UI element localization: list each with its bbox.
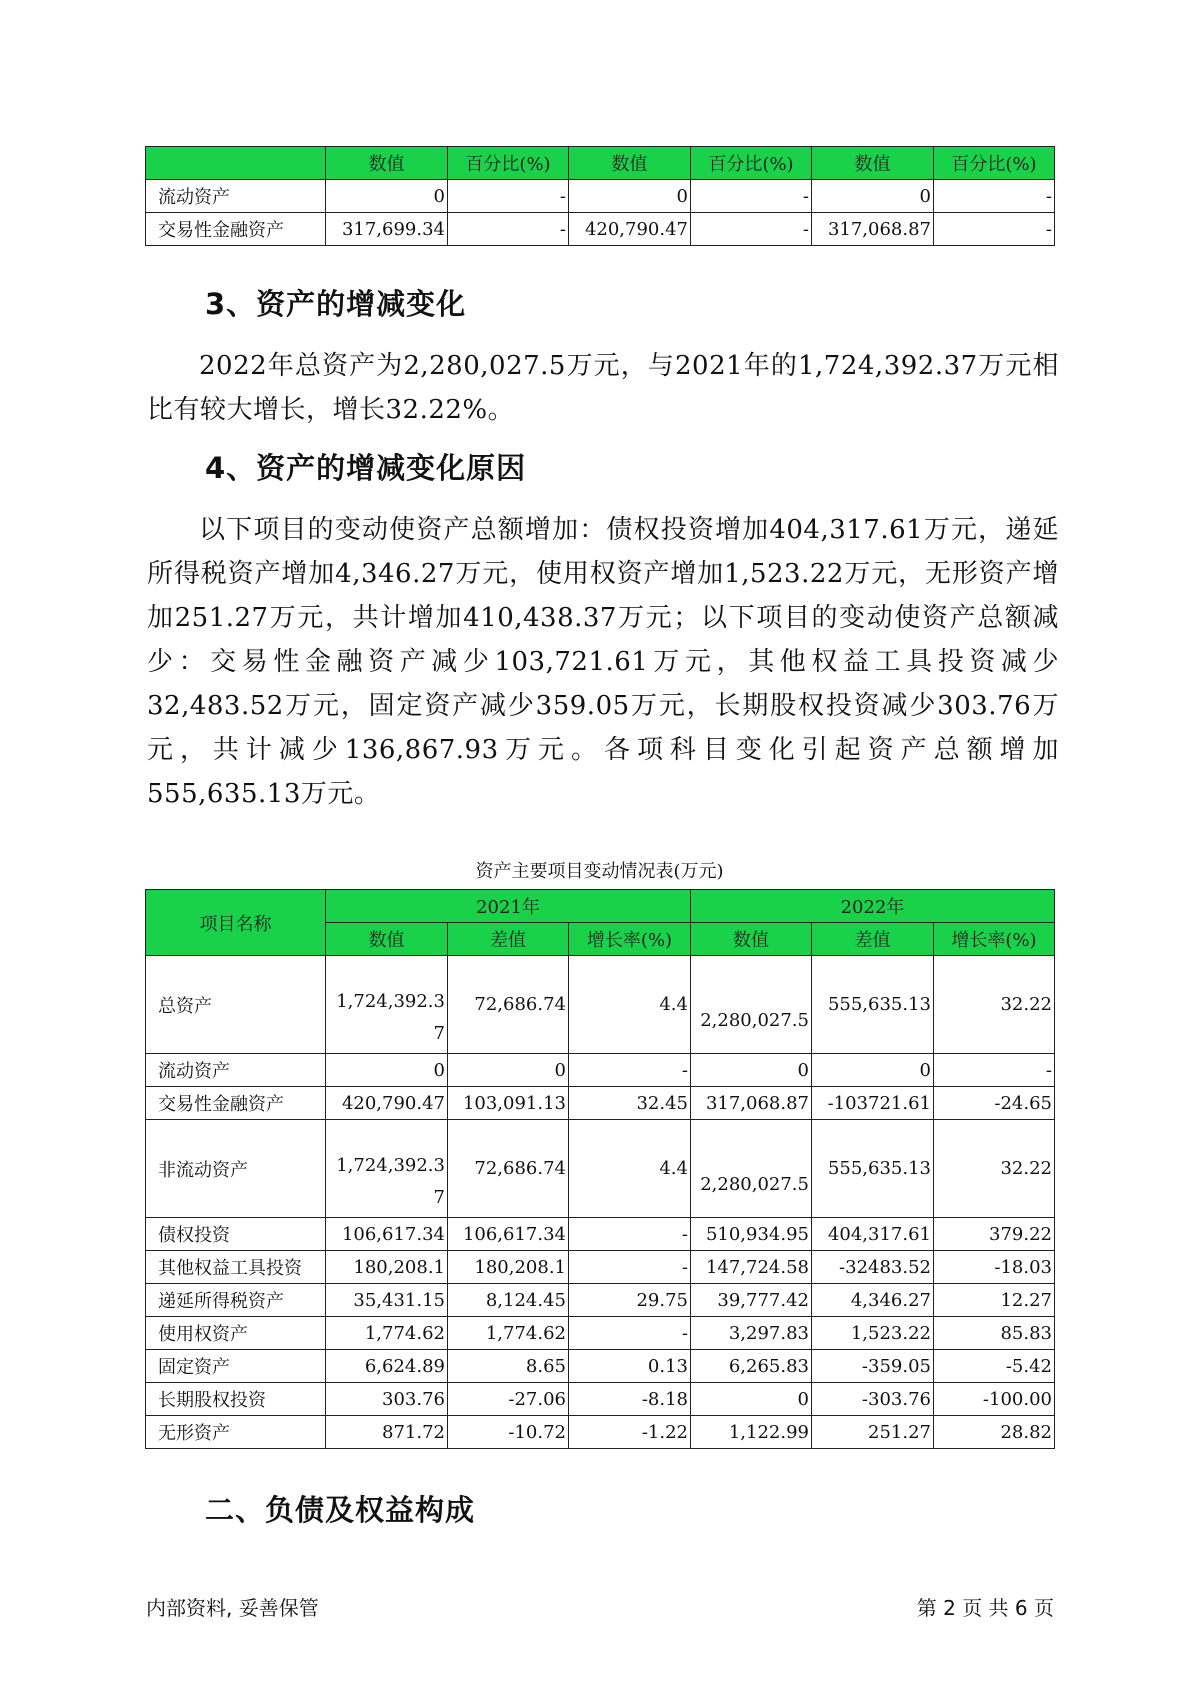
row-label: 非流动资产	[146, 1120, 326, 1218]
table-header-row	[146, 147, 1055, 180]
paragraph: 2022年总资产为2,280,027.5万元，与2021年的1,724,392.37万元相比有较大增长，增长32.22%。	[147, 351, 1059, 425]
asset-change-table	[145, 889, 1055, 1449]
header-cell: 数值	[326, 147, 448, 180]
cell: 28.82	[934, 1416, 1055, 1449]
table-row	[146, 1416, 1055, 1449]
cell: -	[569, 1218, 691, 1251]
cell: -1.22	[569, 1416, 691, 1449]
cell: 2,280,027.5	[691, 956, 812, 1054]
cell: 1,774.62	[326, 1317, 448, 1350]
cell: 35,431.15	[326, 1284, 448, 1317]
row-label: 使用权资产	[146, 1317, 326, 1350]
row-label: 无形资产	[146, 1416, 326, 1449]
cell: 4,346.27	[812, 1284, 934, 1317]
table-row	[146, 1284, 1055, 1317]
cell: 555,635.13	[812, 1120, 934, 1218]
cell: -10.72	[448, 1416, 569, 1449]
cell: 404,317.61	[812, 1218, 934, 1251]
header-cell: 差值	[448, 923, 569, 956]
row-label: 交易性金融资产	[146, 1087, 326, 1120]
cell: 0	[812, 1054, 934, 1087]
section-heading: 3、资产的增减变化	[205, 287, 467, 321]
cell: 85.83	[934, 1317, 1055, 1350]
cell: 0	[569, 180, 691, 213]
cell: 3,297.83	[691, 1317, 812, 1350]
cell: -	[569, 1054, 691, 1087]
table-row	[146, 956, 1055, 1054]
cell: 0	[691, 1054, 812, 1087]
cell: 1,724,392.37	[326, 956, 448, 1054]
cell: 317,699.34	[326, 213, 448, 246]
cell: 555,635.13	[812, 956, 934, 1054]
cell: 32.22	[934, 1120, 1055, 1218]
table-row	[146, 1218, 1055, 1251]
table-row	[146, 1120, 1055, 1218]
cell: 39,777.42	[691, 1284, 812, 1317]
cell: 32.45	[569, 1087, 691, 1120]
table-row	[146, 1383, 1055, 1416]
header-cell: 增长率(%)	[934, 923, 1055, 956]
cell: 32.22	[934, 956, 1055, 1054]
cell: 8.65	[448, 1350, 569, 1383]
table-row	[146, 180, 1055, 213]
row-label: 总资产	[146, 956, 326, 1054]
cell: -	[569, 1251, 691, 1284]
header-cell: 增长率(%)	[569, 923, 691, 956]
cell: 1,523.22	[812, 1317, 934, 1350]
cell: 72,686.74	[448, 956, 569, 1054]
header-cell: 数值	[326, 923, 448, 956]
table-row	[146, 1317, 1055, 1350]
cell: -	[934, 180, 1055, 213]
header-cell: 项目名称	[146, 890, 326, 956]
row-label: 流动资产	[146, 180, 326, 213]
header-cell: 2021年	[326, 890, 691, 923]
cell: -303.76	[812, 1383, 934, 1416]
cell: 420,790.47	[569, 213, 691, 246]
cell: 12.27	[934, 1284, 1055, 1317]
cell: -	[934, 1054, 1055, 1087]
cell: 4.4	[569, 956, 691, 1054]
cell: 0	[326, 1054, 448, 1087]
header-cell: 2022年	[691, 890, 1055, 923]
row-label: 交易性金融资产	[146, 213, 326, 246]
cell: -27.06	[448, 1383, 569, 1416]
cell: -	[691, 213, 812, 246]
section-heading: 4、资产的增减变化原因	[205, 451, 527, 485]
cell: -	[569, 1317, 691, 1350]
section-heading: 二、负债及权益构成	[205, 1493, 476, 1527]
cell: 0	[812, 180, 934, 213]
cell: 251.27	[812, 1416, 934, 1449]
table-row	[146, 1350, 1055, 1383]
cell: 0	[326, 180, 448, 213]
cell: 106,617.34	[448, 1218, 569, 1251]
cell: -	[448, 180, 569, 213]
cell: 379.22	[934, 1218, 1055, 1251]
cell: 2,280,027.5	[691, 1120, 812, 1218]
cell: 180,208.1	[448, 1251, 569, 1284]
row-label: 固定资产	[146, 1350, 326, 1383]
cell: 1,122.99	[691, 1416, 812, 1449]
paragraph: 以下项目的变动使资产总额增加：债权投资增加404,317.61万元，递延所得税资产增加4,346.27万元，使用权资产增加1,523.22万元，无形资产增加251.27万元，共计增加410,438.37万元；以下项目的变动使资产总额减少：交易性金融资产减少103,721.61万元，其他权益工具投资减少32,483.52万元，固定资产减少359.05万元，长期股权投资减少303.76万元，共计减少136,867.93万元。各项科目变化引起资产总额增加555,635.13万元。	[147, 515, 1059, 809]
row-label: 长期股权投资	[146, 1383, 326, 1416]
cell: 29.75	[569, 1284, 691, 1317]
cell: 0	[691, 1383, 812, 1416]
cell: 420,790.47	[326, 1087, 448, 1120]
cell: 0	[448, 1054, 569, 1087]
cell: 317,068.87	[691, 1087, 812, 1120]
cell: -32483.52	[812, 1251, 934, 1284]
row-label: 递延所得税资产	[146, 1284, 326, 1317]
cell: 6,624.89	[326, 1350, 448, 1383]
cell: -	[691, 180, 812, 213]
cell: -100.00	[934, 1383, 1055, 1416]
page-number: 第 2 页 共 6 页	[916, 1596, 1054, 1620]
cell: 147,724.58	[691, 1251, 812, 1284]
row-label: 流动资产	[146, 1054, 326, 1087]
header-cell: 百分比(%)	[934, 147, 1055, 180]
footer-note: 内部资料, 妥善保管	[146, 1596, 319, 1620]
cell: -359.05	[812, 1350, 934, 1383]
cell: 871.72	[326, 1416, 448, 1449]
table-row	[146, 1251, 1055, 1284]
table-caption: 资产主要项目变动情况表(万元)	[475, 861, 724, 882]
cell: 0.13	[569, 1350, 691, 1383]
cell: -18.03	[934, 1251, 1055, 1284]
cell: 1,724,392.37	[326, 1120, 448, 1218]
table-row	[146, 1087, 1055, 1120]
table-row	[146, 1054, 1055, 1087]
cell: -24.65	[934, 1087, 1055, 1120]
cell: 180,208.1	[326, 1251, 448, 1284]
header-cell: 数值	[691, 923, 812, 956]
header-cell: 数值	[569, 147, 691, 180]
cell: -5.42	[934, 1350, 1055, 1383]
cell: -	[448, 213, 569, 246]
cell: 8,124.45	[448, 1284, 569, 1317]
row-label: 债权投资	[146, 1218, 326, 1251]
cell: -103721.61	[812, 1087, 934, 1120]
cell: 317,068.87	[812, 213, 934, 246]
cell: 6,265.83	[691, 1350, 812, 1383]
cell: 1,774.62	[448, 1317, 569, 1350]
cell: 4.4	[569, 1120, 691, 1218]
cell: 103,091.13	[448, 1087, 569, 1120]
asset-percentage-table	[145, 146, 1055, 246]
table-header-row	[146, 890, 1055, 923]
cell: 72,686.74	[448, 1120, 569, 1218]
header-cell	[146, 147, 326, 180]
header-cell: 百分比(%)	[448, 147, 569, 180]
table-row	[146, 213, 1055, 246]
cell: 106,617.34	[326, 1218, 448, 1251]
row-label: 其他权益工具投资	[146, 1251, 326, 1284]
header-cell: 数值	[812, 147, 934, 180]
header-cell: 百分比(%)	[691, 147, 812, 180]
header-cell: 差值	[812, 923, 934, 956]
cell: 510,934.95	[691, 1218, 812, 1251]
cell: -8.18	[569, 1383, 691, 1416]
cell: 303.76	[326, 1383, 448, 1416]
cell: -	[934, 213, 1055, 246]
